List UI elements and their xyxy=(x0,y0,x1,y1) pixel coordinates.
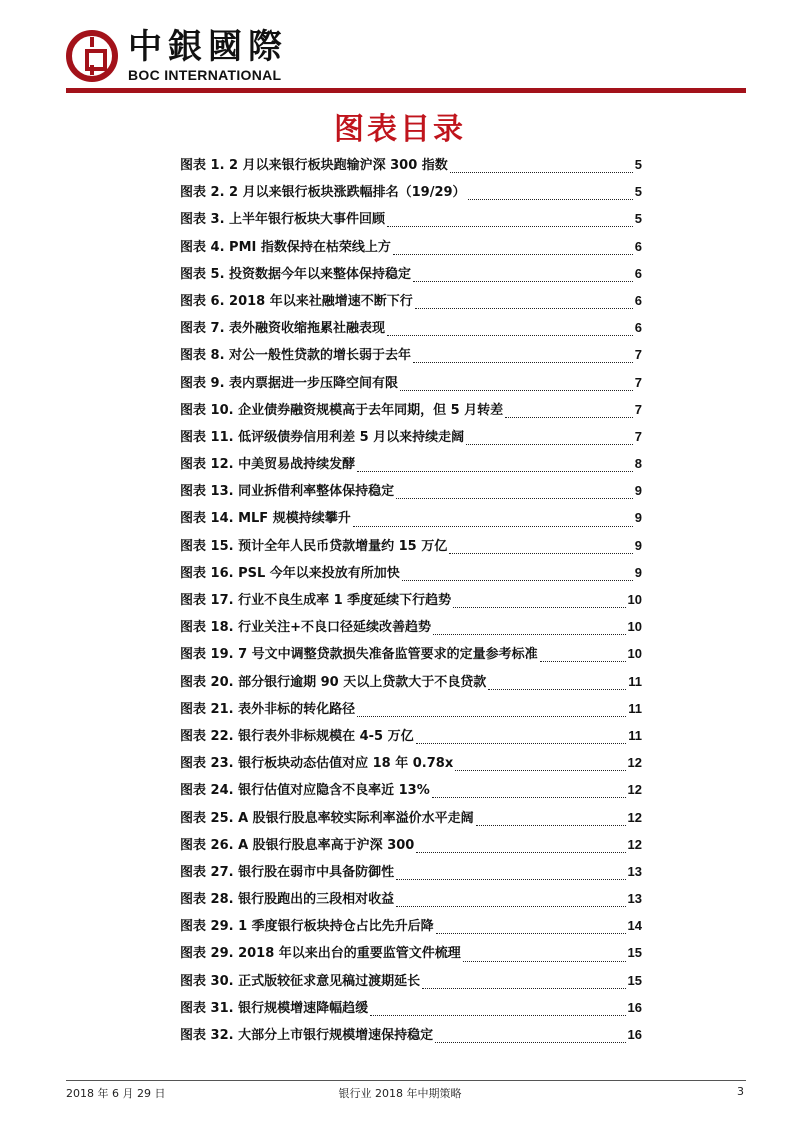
toc-entry[interactable] xyxy=(180,668,642,695)
toc-leader-dots xyxy=(416,842,625,853)
toc-entry-label: 图表 18. 行业关注+不良口径延续改善趋势 xyxy=(180,620,431,636)
toc-entry-label: 图表 22. 银行表外非标规模在 4-5 万亿 xyxy=(180,728,414,744)
toc-entry-label: 图表 29. 2018 年以来出台的重要监管文件梳理 xyxy=(180,946,461,962)
toc-entry[interactable] xyxy=(180,939,642,966)
toc-entry[interactable] xyxy=(180,450,642,477)
toc-entry-page: 15 xyxy=(627,972,642,988)
toc-entry-page: 6 xyxy=(634,292,642,308)
toc-entry-label: 图表 10. 企业债券融资规模高于去年同期，但 5 月转差 xyxy=(180,402,504,418)
toc-leader-dots xyxy=(488,679,626,690)
toc-entry[interactable] xyxy=(180,804,642,831)
toc-leader-dots xyxy=(432,787,626,798)
toc-entry[interactable] xyxy=(180,423,642,450)
toc-leader-dots xyxy=(416,733,627,744)
toc-entry[interactable] xyxy=(180,559,642,586)
toc-entry-page: 14 xyxy=(627,918,642,934)
toc-entry[interactable] xyxy=(180,396,642,423)
footer-date: 2018 年 6 月 29 日 xyxy=(66,1087,166,1100)
toc-entry[interactable] xyxy=(180,586,642,613)
toc-entry-page: 8 xyxy=(634,456,642,472)
toc-leader-dots xyxy=(435,1032,625,1043)
toc-entry[interactable] xyxy=(180,613,642,640)
toc-leader-dots xyxy=(400,380,633,391)
toc-entry[interactable] xyxy=(180,912,642,939)
toc-leader-dots xyxy=(450,162,633,173)
toc-leader-dots xyxy=(413,352,633,363)
toc-entry-page: 10 xyxy=(627,646,642,662)
toc-entry-label: 图表 3. 上半年银行板块大事件回顾 xyxy=(180,212,386,228)
page-header xyxy=(0,0,800,100)
toc-entry[interactable] xyxy=(180,233,642,260)
toc-leader-dots xyxy=(463,951,626,962)
toc-entry-page: 7 xyxy=(634,374,642,390)
toc-leader-dots xyxy=(540,651,626,662)
toc-entry-page: 6 xyxy=(634,320,642,336)
toc-entry-page: 12 xyxy=(627,809,642,825)
toc-entry-label: 图表 24. 银行估值对应隐含不良率近 13% xyxy=(180,783,430,799)
toc-entry[interactable] xyxy=(180,831,642,858)
toc-entry[interactable] xyxy=(180,532,642,559)
toc-leader-dots xyxy=(396,869,625,880)
toc-entry-page: 9 xyxy=(634,483,642,499)
toc-entry[interactable] xyxy=(180,722,642,749)
toc-leader-dots xyxy=(353,516,633,527)
toc-entry-page: 5 xyxy=(634,211,642,227)
brand-name-cn: 中銀國際 xyxy=(128,27,288,67)
toc-entry-label: 图表 12. 中美贸易战持续发酵 xyxy=(180,457,356,473)
toc-entry-label: 图表 13. 同业拆借利率整体保持稳定 xyxy=(180,484,395,500)
toc-leader-dots xyxy=(449,543,633,554)
toc-entry-page: 12 xyxy=(627,836,642,852)
toc-entry-label: 图表 4. PMI 指数保持在枯荣线上方 xyxy=(180,239,391,255)
toc-entry-page: 15 xyxy=(627,945,642,961)
toc-entry-label: 图表 1. 2 月以来银行板块跑输沪深 300 指数 xyxy=(180,158,448,173)
toc-entry-label: 图表 8. 对公一般性贷款的增长弱于去年 xyxy=(180,348,412,364)
toc-entry-page: 5 xyxy=(634,157,642,172)
toc-entry[interactable] xyxy=(180,749,642,776)
toc-entry-page: 9 xyxy=(634,564,642,580)
boc-logo-icon xyxy=(66,30,118,82)
toc-entry-label: 图表 11. 低评级债券信用利差 5 月以来持续走阔 xyxy=(180,429,465,445)
toc-entry-page: 10 xyxy=(627,619,642,635)
toc-entry-label: 图表 26. A 股银行股息率高于沪深 300 xyxy=(180,837,415,853)
toc-entry-label: 图表 16. PSL 今年以来投放有所加快 xyxy=(180,565,400,581)
toc-entry[interactable] xyxy=(180,967,642,994)
toc-entry[interactable] xyxy=(180,260,642,287)
toc-entry-page: 5 xyxy=(634,184,642,200)
toc-leader-dots xyxy=(422,978,625,989)
toc-entry-label: 图表 28. 银行股跑出的三段相对收益 xyxy=(180,892,395,908)
toc-entry[interactable] xyxy=(180,477,642,504)
toc-entry-page: 11 xyxy=(628,673,642,689)
toc-entry-page: 7 xyxy=(634,347,642,363)
toc-entry-label: 图表 30. 正式版较征求意见稿过渡期延长 xyxy=(180,973,421,989)
toc-entry-page: 11 xyxy=(628,700,642,716)
toc-entry[interactable] xyxy=(180,994,642,1021)
toc-entry-page: 10 xyxy=(627,592,642,607)
toc-entry-page: 7 xyxy=(634,428,642,444)
toc-leader-dots xyxy=(396,488,633,499)
toc-leader-dots xyxy=(396,896,625,907)
toc-entry-label: 图表 20. 部分银行逾期 90 天以上贷款大于不良贷款 xyxy=(180,674,487,690)
toc-entry[interactable] xyxy=(180,776,642,803)
toc-leader-dots xyxy=(357,706,626,717)
toc-entry[interactable] xyxy=(180,369,642,396)
toc-leader-dots xyxy=(415,298,633,309)
toc-entry-label: 图表 2. 2 月以来银行板块涨跌幅排名（19/29） xyxy=(180,185,466,201)
toc-entry-page: 16 xyxy=(627,1027,642,1042)
toc-entry[interactable] xyxy=(180,314,642,341)
toc-entry[interactable] xyxy=(180,151,642,178)
toc-entry-page: 12 xyxy=(627,782,642,798)
toc-entry-label: 图表 9. 表内票据进一步压降空间有限 xyxy=(180,375,399,391)
toc-entry-label: 图表 29. 1 季度银行板块持仓占比先升后降 xyxy=(180,919,434,935)
toc-entry-label: 图表 23. 银行板块动态估值对应 18 年 0.78x xyxy=(180,756,454,772)
toc-leader-dots xyxy=(402,570,633,581)
footer-doc-title: 银行业 2018 年中期策略 xyxy=(338,1087,462,1100)
toc-leader-dots xyxy=(413,271,633,282)
toc-entry-page: 9 xyxy=(634,510,642,526)
toc-entry[interactable] xyxy=(180,178,642,205)
toc-entry-label: 图表 6. 2018 年以来社融增速不断下行 xyxy=(180,293,413,309)
toc-leader-dots xyxy=(476,815,626,826)
toc-leader-dots xyxy=(453,597,625,608)
toc-entry[interactable] xyxy=(180,205,642,232)
toc-entry-label: 图表 32. 大部分上市银行规模增速保持稳定 xyxy=(180,1028,434,1043)
toc-entry-label: 图表 21. 表外非标的转化路径 xyxy=(180,701,356,717)
page-title: 图表目录 xyxy=(334,112,466,147)
toc-entry[interactable] xyxy=(180,885,642,912)
toc-entry[interactable] xyxy=(180,287,642,314)
toc-leader-dots xyxy=(387,325,633,336)
toc-entry-page: 12 xyxy=(627,755,642,771)
toc-entry-label: 图表 31. 银行规模增速降幅趋缓 xyxy=(180,1000,369,1016)
toc-entry-page: 13 xyxy=(627,863,642,879)
toc-leader-dots xyxy=(436,923,626,934)
toc-entry-page: 7 xyxy=(634,401,642,417)
toc-leader-dots xyxy=(455,760,625,771)
toc-entry[interactable] xyxy=(180,341,642,368)
toc-entry-page: 11 xyxy=(628,727,642,743)
toc-leader-dots xyxy=(370,1005,625,1016)
toc-entry[interactable] xyxy=(180,504,642,531)
toc-entry-label: 图表 19. 7 号文中调整贷款损失准备监管要求的定量参考标准 xyxy=(180,647,538,663)
footer-divider xyxy=(66,1080,746,1081)
toc-entry-label: 图表 7. 表外融资收缩拖累社融表现 xyxy=(180,321,386,337)
toc-entry[interactable] xyxy=(180,858,642,885)
toc-entry[interactable] xyxy=(180,1021,642,1048)
toc-leader-dots xyxy=(505,407,633,418)
toc-entry-label: 图表 14. MLF 规模持续攀升 xyxy=(180,511,351,527)
toc-leader-dots xyxy=(357,461,633,472)
toc-entry[interactable] xyxy=(180,640,642,667)
toc-entry-page: 6 xyxy=(634,265,642,281)
brand-name-en: BOC INTERNATIONAL xyxy=(128,67,282,83)
toc-leader-dots xyxy=(466,434,633,445)
header-divider xyxy=(66,88,746,93)
toc-entry-label: 图表 27. 银行股在弱市中具备防御性 xyxy=(180,864,395,880)
toc-leader-dots xyxy=(433,624,626,635)
toc-leader-dots xyxy=(468,189,633,200)
toc-entry-page: 6 xyxy=(634,238,642,254)
toc-entry-label: 图表 17. 行业不良生成率 1 季度延续下行趋势 xyxy=(180,593,452,608)
toc-entry-page: 9 xyxy=(634,537,642,553)
toc-leader-dots xyxy=(387,216,633,227)
table-of-figures xyxy=(180,151,642,1048)
toc-leader-dots xyxy=(393,244,633,255)
toc-entry-label: 图表 15. 预计全年人民币贷款增量约 15 万亿 xyxy=(180,538,448,554)
toc-entry[interactable] xyxy=(180,695,642,722)
toc-entry-label: 图表 25. A 股银行股息率较实际利率溢价水平走阔 xyxy=(180,810,474,826)
toc-entry-label: 图表 5. 投资数据今年以来整体保持稳定 xyxy=(180,266,412,282)
toc-entry-page: 16 xyxy=(627,999,642,1015)
toc-entry-page: 13 xyxy=(627,891,642,907)
footer-page-number: 3 xyxy=(737,1085,744,1098)
